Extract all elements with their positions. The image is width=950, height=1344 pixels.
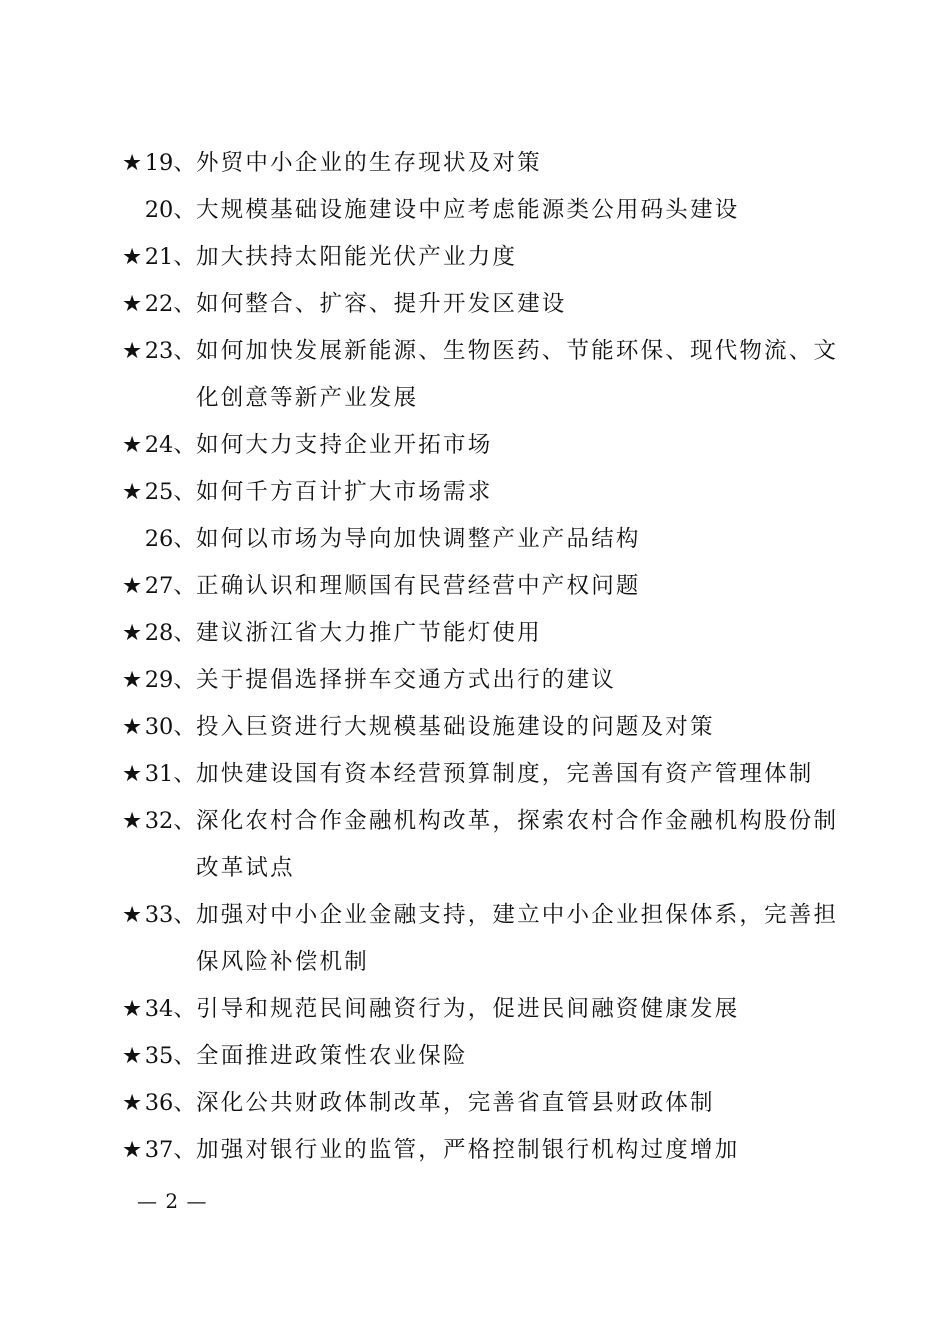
item-text: 深化公共财政体制改革，完善省直管县财政体制 (196, 1090, 715, 1116)
item-text: 如何加快发展新能源、生物医药、节能环保、现代物流、文化创意等新产业发展 (196, 338, 839, 411)
star-icon: ★ (122, 996, 143, 1022)
item-text: 关于提倡选择拼车交通方式出行的建议 (196, 667, 616, 693)
item-marker (122, 798, 196, 845)
star-icon: ★ (122, 244, 143, 270)
item-number: 31 (144, 761, 174, 787)
item-number: 29 (144, 667, 174, 693)
item-separator: 、 (173, 197, 196, 223)
list-item (122, 704, 842, 751)
star-icon: ★ (122, 808, 143, 834)
star-icon: ★ (122, 338, 143, 364)
item-number: 37 (144, 1137, 174, 1163)
item-separator: 、 (173, 526, 196, 552)
item-marker (122, 140, 196, 187)
item-separator: 、 (173, 432, 196, 458)
star-icon: ★ (122, 902, 143, 928)
item-text: 深化农村合作金融机构改革，探索农村合作金融机构股份制改革试点 (196, 808, 839, 881)
item-number: 21 (144, 244, 174, 270)
list-item (122, 563, 842, 610)
item-marker (122, 751, 196, 798)
list-item (122, 187, 842, 234)
item-separator: 、 (173, 1137, 196, 1163)
star-icon: ★ (122, 1137, 143, 1163)
list-item (122, 140, 842, 187)
list-item (122, 798, 842, 892)
list-item (122, 610, 842, 657)
item-text: 如何以市场为导向加快调整产业产品结构 (196, 526, 641, 552)
list-item (122, 469, 842, 516)
item-text: 外贸中小企业的生存现状及对策 (196, 150, 542, 176)
item-text: 如何大力支持企业开拓市场 (196, 432, 493, 458)
item-number: 24 (144, 432, 174, 458)
item-marker (122, 187, 196, 234)
list-item (122, 751, 842, 798)
list-item (122, 657, 842, 704)
item-separator: 、 (173, 761, 196, 787)
item-marker (122, 1080, 196, 1127)
item-marker (122, 234, 196, 281)
item-separator: 、 (173, 1090, 196, 1116)
star-icon: ★ (122, 1043, 143, 1069)
list-item (122, 986, 842, 1033)
list-item (122, 892, 842, 986)
item-number: 19 (144, 150, 174, 176)
item-text: 引导和规范民间融资行为，促进民间融资健康发展 (196, 996, 740, 1022)
item-text: 投入巨资进行大规模基础设施建设的问题及对策 (196, 714, 715, 740)
item-marker (122, 328, 196, 375)
proposal-list (122, 140, 842, 1174)
item-text: 加强对银行业的监管，严格控制银行机构过度增加 (196, 1137, 740, 1163)
item-separator: 、 (173, 808, 196, 834)
item-marker (122, 1033, 196, 1080)
item-separator: 、 (173, 573, 196, 599)
item-separator: 、 (173, 338, 196, 364)
star-icon: ★ (122, 761, 143, 787)
item-marker (122, 657, 196, 704)
item-number: 25 (144, 479, 174, 505)
item-marker (122, 516, 196, 563)
item-separator: 、 (173, 1043, 196, 1069)
list-item (122, 1127, 842, 1174)
item-separator: 、 (173, 902, 196, 928)
item-text: 全面推进政策性农业保险 (196, 1043, 468, 1069)
item-marker (122, 1127, 196, 1174)
item-separator: 、 (173, 479, 196, 505)
item-text: 加强对中小企业金融支持，建立中小企业担保体系，完善担保风险补偿机制 (196, 902, 839, 975)
item-separator: 、 (173, 244, 196, 270)
page-number: — 2 — (137, 1189, 208, 1213)
item-separator: 、 (173, 291, 196, 317)
item-separator: 、 (173, 667, 196, 693)
item-number: 33 (144, 902, 174, 928)
star-icon: ★ (122, 150, 143, 176)
item-marker (122, 469, 196, 516)
item-text: 建议浙江省大力推广节能灯使用 (196, 620, 542, 646)
star-icon (122, 516, 145, 563)
item-number: 30 (144, 714, 174, 740)
item-separator: 、 (173, 714, 196, 740)
item-number: 23 (144, 338, 174, 364)
star-icon: ★ (122, 714, 143, 740)
item-text: 大规模基础设施建设中应考虑能源类公用码头建设 (196, 197, 740, 223)
star-icon: ★ (122, 1090, 143, 1116)
item-number: 36 (144, 1090, 174, 1116)
list-item (122, 1080, 842, 1127)
star-icon: ★ (122, 432, 143, 458)
item-number: 22 (144, 291, 174, 317)
item-number: 26 (144, 526, 174, 552)
item-number: 20 (144, 197, 174, 223)
item-text: 加大扶持太阳能光伏产业力度 (196, 244, 518, 270)
item-marker (122, 422, 196, 469)
list-item (122, 422, 842, 469)
star-icon: ★ (122, 620, 143, 646)
item-number: 32 (144, 808, 174, 834)
list-item (122, 1033, 842, 1080)
item-marker (122, 563, 196, 610)
item-number: 27 (144, 573, 174, 599)
item-separator: 、 (173, 996, 196, 1022)
item-text: 如何千方百计扩大市场需求 (196, 479, 493, 505)
item-separator: 、 (173, 620, 196, 646)
item-marker (122, 610, 196, 657)
list-item (122, 516, 842, 563)
item-number: 35 (144, 1043, 174, 1069)
star-icon: ★ (122, 291, 143, 317)
item-number: 28 (144, 620, 174, 646)
item-marker (122, 892, 196, 939)
item-number: 34 (144, 996, 174, 1022)
list-item (122, 281, 842, 328)
star-icon: ★ (122, 667, 143, 693)
star-icon (122, 187, 145, 234)
item-text: 如何整合、扩容、提升开发区建设 (196, 291, 567, 317)
list-item (122, 328, 842, 422)
item-separator: 、 (173, 150, 196, 176)
item-marker (122, 986, 196, 1033)
star-icon: ★ (122, 479, 143, 505)
item-text: 正确认识和理顺国有民营经营中产权问题 (196, 573, 641, 599)
list-item (122, 234, 842, 281)
item-marker (122, 704, 196, 751)
star-icon: ★ (122, 573, 143, 599)
item-text: 加快建设国有资本经营预算制度，完善国有资产管理体制 (196, 761, 814, 787)
item-marker (122, 281, 196, 328)
